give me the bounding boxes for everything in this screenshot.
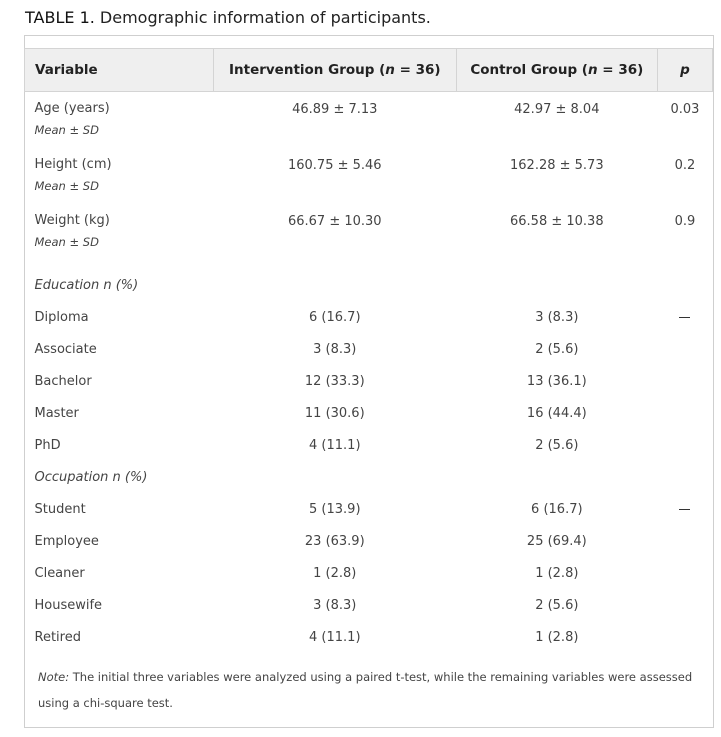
variable-subtitle: Mean ± SD: [34, 179, 99, 193]
header-control-label: Control Group (: [470, 62, 588, 78]
table-title: Demographic information of participants.: [99, 8, 431, 27]
variable-name: Weight (kg): [34, 213, 110, 228]
control-value: 25 (69.4): [526, 534, 587, 549]
table-row: [25, 302, 713, 334]
table-row: [25, 366, 713, 398]
p-value: 0.2: [674, 158, 696, 173]
intervention-value: 4 (11.1): [309, 438, 361, 453]
table-row: [25, 334, 713, 366]
category-label: Cleaner: [34, 566, 85, 581]
header-intervention-label: Intervention Group (: [228, 62, 386, 78]
table-footnote: [38, 664, 703, 716]
control-value: 2 (5.6): [535, 438, 579, 453]
header-control: [456, 49, 657, 92]
table-row: [25, 494, 713, 526]
category-label: Employee: [34, 534, 99, 549]
header-intervention-n: n: [385, 62, 395, 78]
section-heading: Education n (%): [34, 278, 139, 293]
table-row-weight: [25, 214, 713, 270]
category-label: Diploma: [34, 310, 89, 325]
variable-name: Age (years): [34, 101, 110, 116]
header-control-n: n: [587, 62, 598, 78]
intervention-value: 11 (30.6): [304, 406, 365, 421]
table-row-height: [25, 158, 713, 214]
footnote-text: The initial three variables were analyzed using a paired t-test, while the remaining variables were assessed using a chi-square test.: [38, 670, 693, 710]
table-row: [25, 430, 713, 462]
intervention-value: 66.67 ± 10.30: [287, 214, 382, 229]
dash-mark: [679, 509, 690, 510]
control-value: 42.97 ± 8.04: [514, 102, 600, 117]
footnote-label: Note:: [38, 670, 70, 684]
demographics-table: [24, 48, 713, 654]
category-label: Bachelor: [34, 374, 92, 389]
table-number: TABLE 1.: [25, 8, 95, 27]
header-intervention-count: = 36): [394, 62, 441, 78]
table-header-row: [25, 49, 713, 92]
control-value: 162.28 ± 5.73: [510, 158, 604, 173]
row-label: [25, 214, 214, 270]
header-intervention: [213, 49, 456, 92]
intervention-value: 5 (13.9): [309, 502, 361, 517]
intervention-value: 23 (63.9): [304, 534, 365, 549]
intervention-value: 1 (2.8): [313, 566, 357, 581]
control-value: 16 (44.4): [526, 406, 587, 421]
table-caption: [25, 8, 431, 27]
control-value: 2 (5.6): [535, 598, 579, 613]
control-value: 1 (2.8): [535, 630, 579, 645]
control-value: 66.58 ± 10.38: [510, 214, 604, 229]
intervention-value: 4 (11.1): [309, 630, 361, 645]
intervention-value: 3 (8.3): [313, 342, 357, 357]
section-heading: Occupation n (%): [34, 470, 148, 485]
variable-subtitle: Mean ± SD: [34, 235, 99, 249]
table-row: [25, 526, 713, 558]
section-education: [25, 270, 713, 302]
table-row: [25, 398, 713, 430]
intervention-value: 46.89 ± 7.13: [292, 102, 378, 117]
category-label: Master: [34, 406, 79, 421]
table-row: [25, 558, 713, 590]
p-value-dash: [657, 494, 712, 526]
variable-name: Height (cm): [34, 157, 112, 172]
category-label: Housewife: [34, 598, 103, 613]
row-label: [25, 158, 214, 214]
intervention-value: 160.75 ± 5.46: [287, 158, 382, 173]
category-label: Retired: [34, 630, 81, 645]
intervention-value: 3 (8.3): [313, 598, 357, 613]
p-value: 0.03: [670, 102, 700, 117]
category-label: Associate: [34, 342, 97, 357]
table-row-age: [25, 92, 713, 159]
control-value: 6 (16.7): [531, 502, 583, 517]
control-value: 13 (36.1): [526, 374, 587, 389]
category-label: PhD: [34, 438, 61, 453]
variable-subtitle: Mean ± SD: [34, 123, 99, 137]
control-value: 2 (5.6): [535, 342, 579, 357]
table-row: [25, 590, 713, 622]
category-label: Student: [34, 502, 86, 517]
dash-mark: [679, 317, 690, 318]
p-value: 0.9: [674, 214, 696, 229]
table-row: [25, 622, 713, 654]
intervention-value: 6 (16.7): [309, 310, 361, 325]
header-control-count: = 36): [597, 62, 644, 78]
intervention-value: 12 (33.3): [304, 374, 365, 389]
p-value-dash: [657, 302, 712, 334]
header-variable: Variable: [25, 49, 214, 92]
row-label: [25, 92, 214, 159]
control-value: 1 (2.8): [535, 566, 579, 581]
header-p: p: [657, 49, 712, 92]
control-value: 3 (8.3): [535, 310, 579, 325]
section-occupation: [25, 462, 713, 494]
